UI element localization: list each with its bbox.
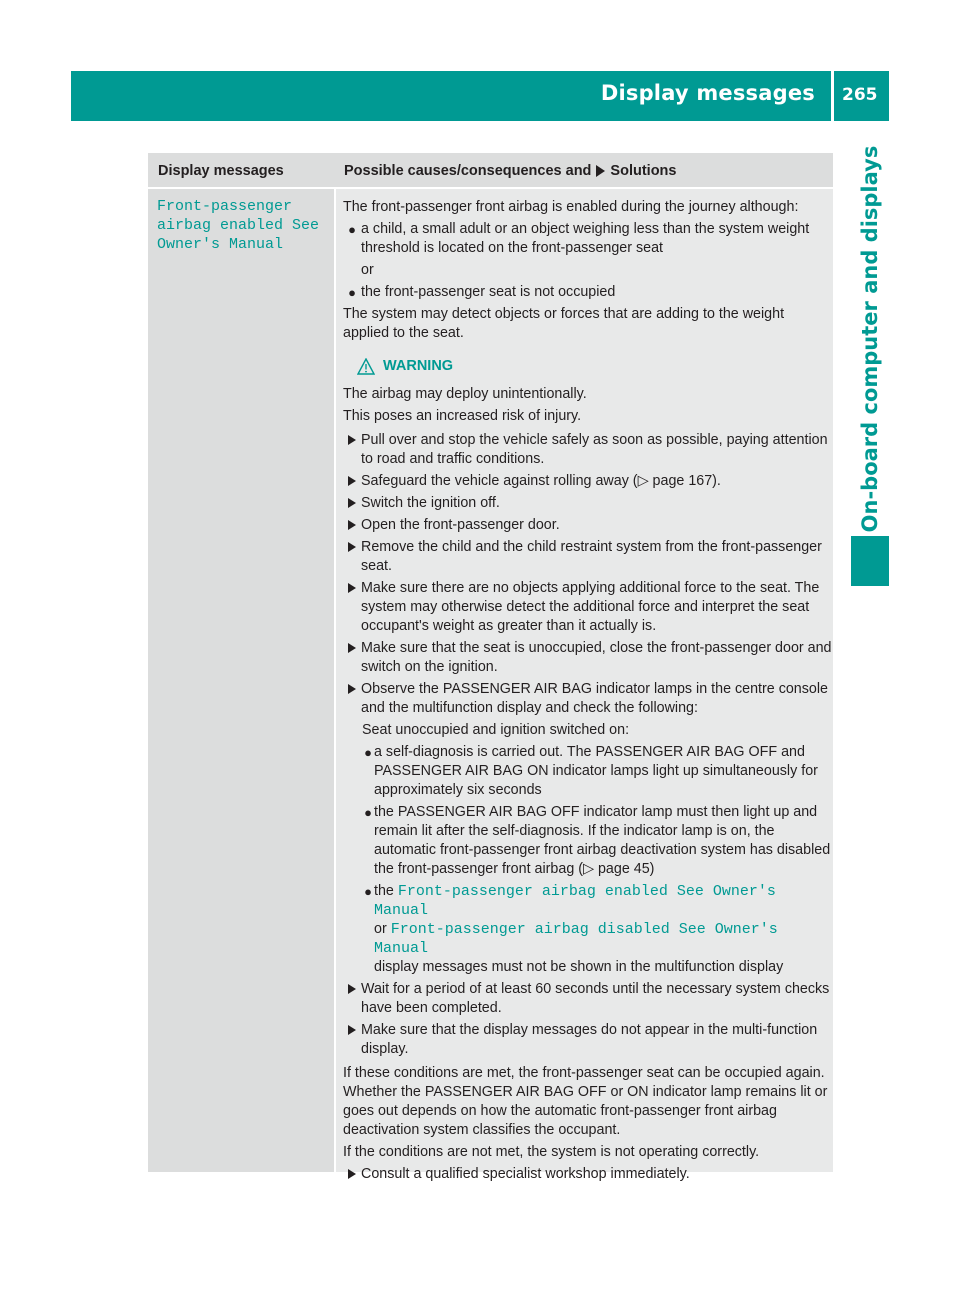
step-arrow-icon (343, 494, 361, 513)
solutions-cell (336, 189, 833, 1182)
action-arrow-icon (596, 165, 605, 177)
step-arrow-icon (343, 579, 361, 636)
column-header-causes-label: Possible causes/consequences and (344, 163, 592, 179)
step-text: Observe the PASSENGER AIR BAG indicator lamps in the centre console and the multifunction display and check the following: (361, 681, 828, 716)
side-tab-marker (851, 536, 889, 586)
check-list (343, 721, 833, 977)
step-item (343, 494, 833, 513)
step-text: Make sure there are no objects applying additional force to the seat. The system may otherwise detect the additional force and interpret the seat occupant's weight as greater than it actually is. (361, 580, 820, 634)
header-bar (71, 71, 889, 121)
step-item (343, 1165, 833, 1184)
column-header-display-messages: Display messages (158, 163, 284, 179)
display-message-disabled: Front-passenger airbag disabled See Owner's Manual (374, 921, 778, 957)
step-text: Pull over and stop the vehicle safely as soon as possible, paying attention to road and traffic conditions. (361, 432, 828, 467)
list-item-text: the front-passenger seat is not occupied (361, 284, 616, 300)
bullet-icon: ● (348, 285, 356, 300)
column-header-solutions-label: Solutions (610, 163, 677, 179)
step-item (343, 1021, 833, 1059)
step-text: Make sure that the display messages do not appear in the multi-function display. (361, 1022, 818, 1057)
page-number: 265 (842, 85, 878, 105)
step-arrow-icon (343, 980, 361, 1018)
side-tab (851, 139, 889, 539)
column-header-causes (334, 153, 833, 187)
list-item (362, 882, 833, 977)
display-message-cell (148, 189, 334, 1172)
step-arrow-icon (343, 680, 361, 718)
header-divider (831, 71, 834, 121)
step-arrow-icon (343, 639, 361, 677)
display-message-line: Owner's Manual (157, 236, 284, 253)
step-item (343, 538, 833, 576)
display-message-line: Front-passenger (157, 198, 293, 215)
side-tab-label: On-board computer and displays (858, 145, 882, 533)
step-item (343, 431, 833, 469)
step-text: Wait for a period of at least 60 seconds until the necessary system checks have been completed. (361, 981, 830, 1016)
messages-table (148, 153, 833, 1182)
bullet-icon: ● (348, 222, 356, 237)
step-arrow-icon (343, 516, 361, 535)
list-item-text: the PASSENGER AIR BAG OFF indicator lamp must then light up and remain lit after the self-diagnosis. If the indicator lamp is on, the automatic front-passenger front airbag deactivation system has disabled the front-passenger front airbag (▷ page 45) (374, 804, 831, 877)
list-item-text (374, 882, 833, 977)
section-title: Display messages (600, 81, 815, 105)
table-header-row (148, 153, 833, 187)
list-item (362, 803, 833, 879)
warning-label: WARNING (383, 358, 454, 374)
list-item (362, 743, 833, 800)
display-message-enabled: Front-passenger airbag enabled See Owner's Manual (374, 883, 776, 919)
step-arrow-icon (343, 538, 361, 576)
step-arrow-icon (343, 1165, 361, 1184)
display-message (157, 197, 334, 254)
bullet-icon: ● (364, 805, 372, 820)
warning-triangle-icon (357, 358, 375, 375)
conditions-met-text: If these conditions are met, the front-passenger seat can be occupied again. Whether the PASSENGER AIR BAG OFF or ON indicator lamp remains lit or goes out depends on how the automatic front-passenger front airbag deactivation system classifies the occupant. (343, 1065, 828, 1138)
step-arrow-icon (343, 431, 361, 469)
step-item (343, 579, 833, 636)
display-messages-rest: display messages must not be shown in the multifunction display (374, 959, 784, 975)
step-text: Switch the ignition off. (361, 495, 500, 511)
warning-text: This poses an increased risk of injury. (343, 408, 582, 424)
step-arrow-icon (343, 472, 361, 491)
step-text: Remove the child and the child restraint system from the front-passenger seat. (361, 539, 822, 574)
conditions-not-met-text: If the conditions are not met, the system is not operating correctly. (343, 1144, 760, 1160)
step-text: Safeguard the vehicle against rolling away (▷ page 167). (361, 473, 721, 489)
or-text: or (361, 262, 374, 278)
bullet-icon: ● (364, 745, 372, 760)
intro-text: The front-passenger front airbag is enabled during the journey although: (343, 199, 799, 215)
list-item (343, 220, 833, 258)
step-item (343, 680, 833, 718)
step-item (343, 516, 833, 535)
table-row (148, 189, 833, 1182)
step-arrow-icon (343, 1021, 361, 1059)
list-item (343, 283, 833, 302)
step-text: Open the front-passenger door. (361, 517, 560, 533)
or-text: or (374, 921, 387, 937)
step-item (343, 980, 833, 1018)
step-text: Consult a qualified specialist workshop immediately. (361, 1166, 690, 1182)
list-item-text: a self-diagnosis is carried out. The PASSENGER AIR BAG OFF and PASSENGER AIR BAG ON indicator lamps light up simultaneously for approximately six seconds (374, 744, 818, 798)
step-text: Make sure that the seat is unoccupied, close the front-passenger door and switch on the ignition. (361, 640, 832, 675)
the-text: the (374, 883, 394, 899)
display-message-line: airbag enabled See (157, 217, 320, 234)
step-item (343, 472, 833, 491)
detect-text: The system may detect objects or forces that are adding to the weight applied to the seat. (343, 306, 785, 341)
warning-heading (357, 357, 833, 376)
warning-text: The airbag may deploy unintentionally. (343, 386, 587, 402)
bullet-icon: ● (364, 884, 372, 899)
check-heading: Seat unoccupied and ignition switched on: (362, 722, 630, 738)
list-item-text: a child, a small adult or an object weighing less than the system weight threshold is located on the front-passenger seat (361, 221, 810, 256)
step-item (343, 639, 833, 677)
